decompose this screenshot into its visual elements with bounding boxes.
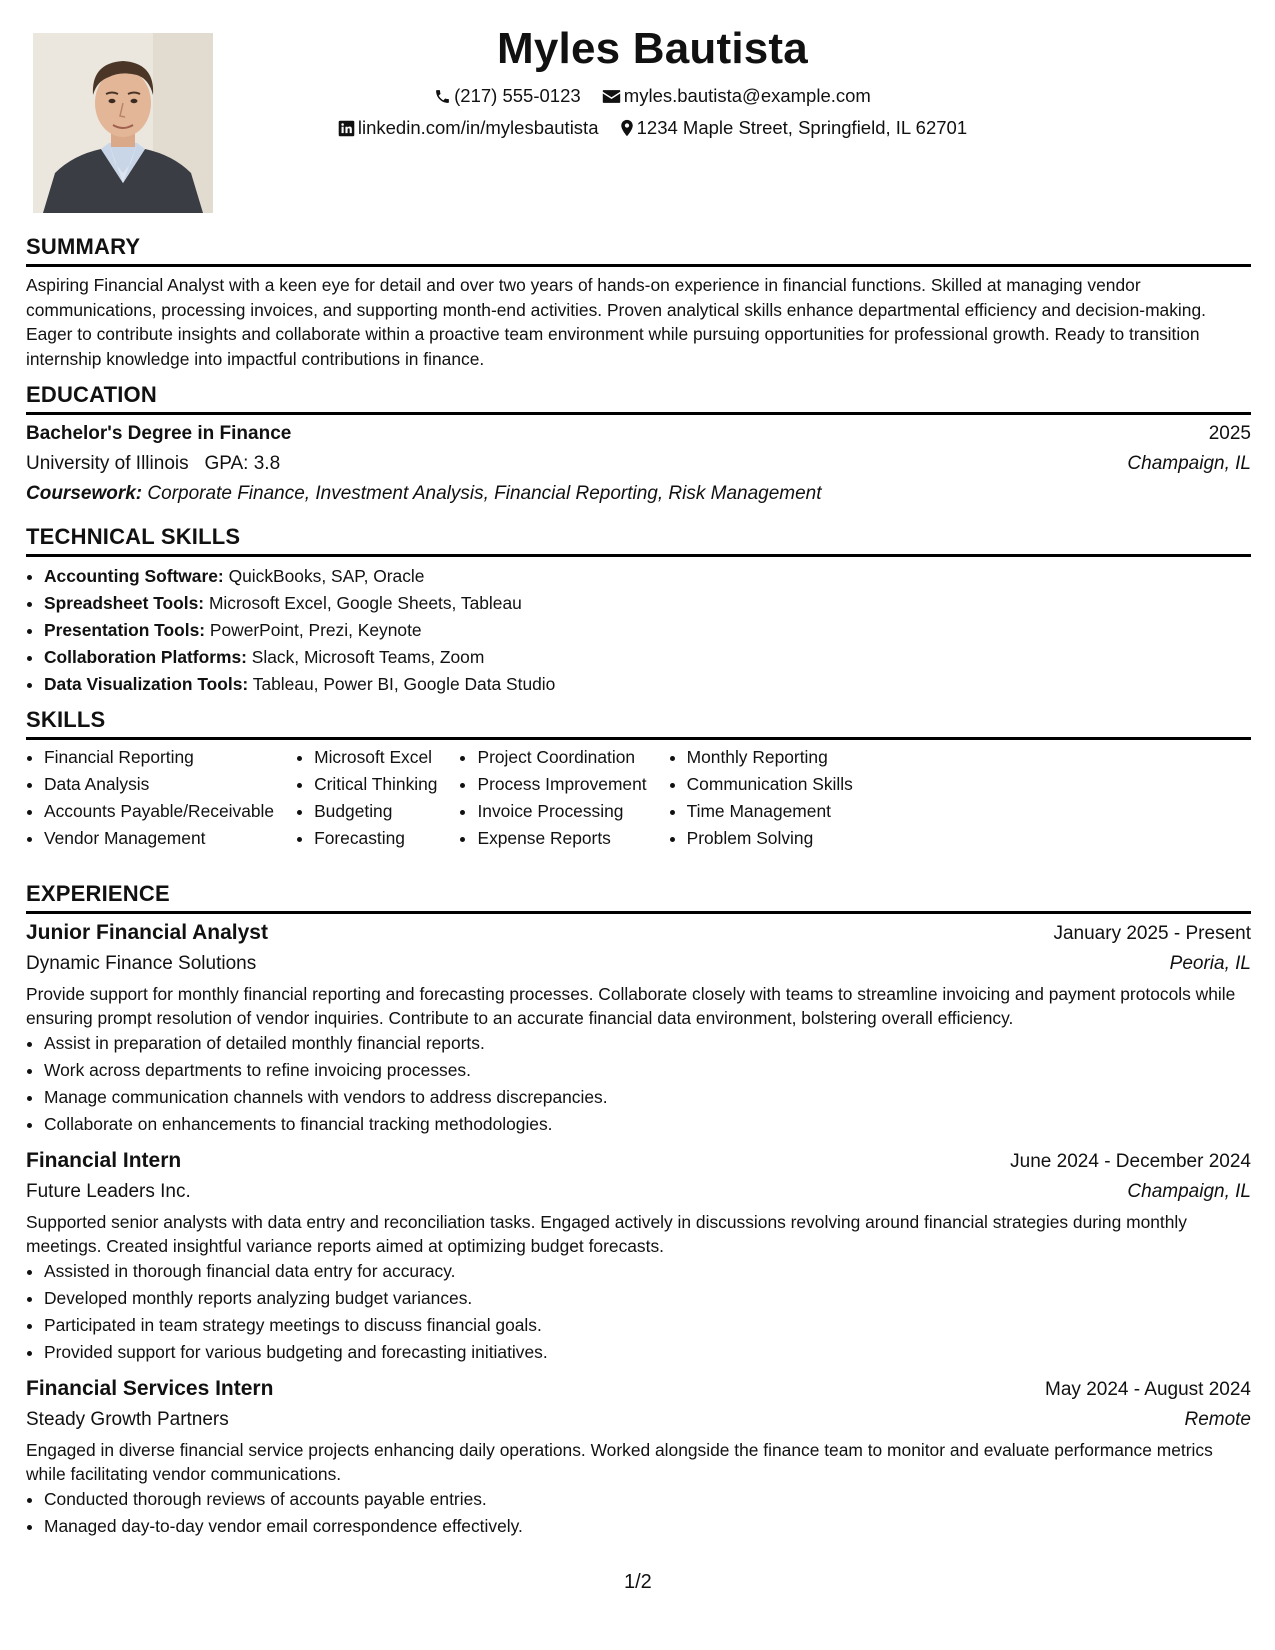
job-dates: June 2024 - December 2024: [1010, 1151, 1251, 1172]
job-bullets: [26, 1486, 1251, 1540]
coursework-list: Corporate Finance, Investment Analysis, Financial Reporting, Risk Management: [147, 483, 822, 504]
list-item: • Communication Skills: [687, 771, 853, 798]
list-item: • Participated in team strategy meetings to discuss financial goals.: [44, 1312, 1251, 1339]
job-company-row: [26, 1405, 1251, 1435]
phone-text: (217) 555-0123: [454, 85, 581, 106]
school-info: [26, 449, 280, 479]
list-item: • Assist in preparation of detailed monthly financial reports.: [44, 1030, 1251, 1057]
degree-title: Bachelor's Degree in Finance: [26, 423, 292, 444]
skills-column-3: [459, 744, 646, 852]
list-item: [44, 590, 1251, 617]
map-marker-icon: [620, 119, 634, 137]
job-title: Junior Financial Analyst: [26, 921, 268, 944]
job-location: Champaign, IL: [1127, 1181, 1251, 1202]
experience-heading: EXPERIENCE: [26, 880, 1251, 914]
list-item: • Forecasting: [314, 825, 437, 852]
list-item: • Manage communication channels with vendors to address discrepancies.: [44, 1084, 1251, 1111]
address-text: 1234 Maple Street, Springfield, IL 62701: [636, 117, 968, 138]
job-title: Financial Intern: [26, 1149, 182, 1172]
list-item: • Provided support for various budgeting and forecasting initiatives.: [44, 1339, 1251, 1366]
list-item: • Managed day-to-day vendor email correspondence effectively.: [44, 1513, 1251, 1540]
job-company-row: [26, 1177, 1251, 1207]
job-title: Financial Services Intern: [26, 1377, 274, 1400]
tech-skill-label: Spreadsheet Tools:: [44, 593, 205, 613]
skills-section: [26, 706, 1251, 852]
list-item: [44, 563, 1251, 590]
coursework-label: Coursework:: [26, 483, 143, 504]
list-item: • Project Coordination: [477, 744, 646, 771]
school-name: University of Illinois: [26, 453, 189, 474]
gpa: GPA: 3.8: [204, 453, 281, 474]
list-item: • Developed monthly reports analyzing budget variances.: [44, 1285, 1251, 1312]
job-entry-2: [26, 1146, 1251, 1366]
list-item: • Time Management: [687, 798, 853, 825]
job-location: Remote: [1184, 1409, 1251, 1430]
tech-skill-value: Microsoft Excel, Google Sheets, Tableau: [208, 593, 522, 613]
job-entry-3: [26, 1374, 1251, 1540]
job-title-row: [26, 918, 1251, 949]
skills-heading: SKILLS: [26, 706, 1251, 740]
job-entry-1: [26, 918, 1251, 1138]
tech-skill-value: Slack, Microsoft Teams, Zoom: [251, 647, 485, 667]
technical-skills-heading: TECHNICAL SKILLS: [26, 523, 1251, 557]
job-company-row: [26, 949, 1251, 979]
contact-row-2: [54, 112, 1251, 144]
job-company: Steady Growth Partners: [26, 1409, 229, 1430]
list-item: [44, 671, 1251, 698]
list-item: • Vendor Management: [44, 825, 274, 852]
graduation-year: 2025: [1208, 423, 1251, 444]
phone-contact: [434, 80, 581, 112]
phone-icon: [434, 88, 451, 105]
job-summary: Supported senior analysts with data entry and reconciliation tasks. Engaged actively in discussions revolving around financial strategies during monthly meetings. Created insightful variance reports aimed at optimizing budget forecasts.: [26, 1212, 1187, 1256]
education-heading: EDUCATION: [26, 381, 1251, 415]
address-contact: [620, 112, 967, 144]
list-item: • Invoice Processing: [477, 798, 646, 825]
job-dates: May 2024 - August 2024: [1045, 1379, 1251, 1400]
tech-skill-value: QuickBooks, SAP, Oracle: [228, 566, 425, 586]
envelope-icon: [602, 88, 621, 105]
job-location: Peoria, IL: [1169, 953, 1251, 974]
list-item: • Financial Reporting: [44, 744, 274, 771]
job-title-row: [26, 1374, 1251, 1405]
list-item: • Process Improvement: [477, 771, 646, 798]
skills-column-1: [26, 744, 274, 852]
school-location: Champaign, IL: [1127, 453, 1251, 474]
email-contact[interactable]: [602, 80, 871, 112]
job-dates: January 2025 - Present: [1053, 923, 1251, 944]
skills-column-4: [669, 744, 853, 852]
education-school-row: [26, 449, 1251, 479]
email-text[interactable]: myles.bautista@example.com: [623, 85, 871, 106]
list-item: • Conducted thorough reviews of accounts payable entries.: [44, 1486, 1251, 1513]
tech-skill-label: Accounting Software:: [44, 566, 224, 586]
tech-skill-value: PowerPoint, Prezi, Keynote: [209, 620, 422, 640]
contact-row-1: [54, 80, 1251, 112]
job-summary: Engaged in diverse financial service projects enhancing daily operations. Worked alongside the finance team to monitor and evaluate performance metrics while facilitating vendor communications.: [26, 1440, 1213, 1484]
tech-skill-value: Tableau, Power BI, Google Data Studio: [252, 674, 556, 694]
resume-header: [26, 18, 1251, 144]
page-number: 1/2: [624, 1571, 652, 1593]
candidate-name: Myles Bautista: [497, 24, 808, 73]
list-item: • Problem Solving: [687, 825, 853, 852]
job-company: Dynamic Finance Solutions: [26, 953, 257, 974]
skills-columns: [26, 744, 1251, 852]
education-section: [26, 381, 1251, 509]
job-company: Future Leaders Inc.: [26, 1181, 191, 1202]
list-item: [44, 644, 1251, 671]
list-item: • Budgeting: [314, 798, 437, 825]
job-bullets: [26, 1258, 1251, 1366]
technical-skills-section: [26, 523, 1251, 698]
list-item: • Data Analysis: [44, 771, 274, 798]
tech-skill-label: Data Visualization Tools:: [44, 674, 249, 694]
list-item: • Expense Reports: [477, 825, 646, 852]
linkedin-contact[interactable]: [338, 112, 599, 144]
list-item: [44, 617, 1251, 644]
list-item: • Collaborate on enhancements to financial tracking methodologies.: [44, 1111, 1251, 1138]
tech-skill-label: Presentation Tools:: [44, 620, 206, 640]
summary-text: Aspiring Financial Analyst with a keen eye for detail and over two years of hands-on experience in financial functions. Skilled at managing vendor communications, processing invoices, and supporting month-end activities. Proven analytical skills enhance departmental efficiency and decision-making. Eager to contribute insights and collaborate within a proactive team environment while pursuing opportunities for professional growth. Ready to transition internship knowledge into impactful contributions in finance.: [26, 275, 1206, 369]
coursework-line: [26, 479, 1251, 509]
list-item: • Microsoft Excel: [314, 744, 437, 771]
job-summary: Provide support for monthly financial reporting and forecasting processes. Collaborate closely with teams to streamline invoicing and payment protocols while ensuring prompt resolution of vendor inquiries. Contribute to an accurate financial data environment, bolstering overall efficiency.: [26, 984, 1236, 1028]
list-item: • Work across departments to refine invoicing processes.: [44, 1057, 1251, 1084]
experience-section: [26, 880, 1251, 1540]
list-item: • Assisted in thorough financial data entry for accuracy.: [44, 1258, 1251, 1285]
education-degree-row: [26, 419, 1251, 449]
job-bullets: [26, 1030, 1251, 1138]
summary-section: [26, 233, 1251, 371]
list-item: • Monthly Reporting: [687, 744, 853, 771]
skills-column-2: [296, 744, 437, 852]
job-title-row: [26, 1146, 1251, 1177]
list-item: • Accounts Payable/Receivable: [44, 798, 274, 825]
linkedin-text[interactable]: linkedin.com/in/mylesbautista: [357, 117, 599, 138]
technical-skills-list: [26, 563, 1251, 698]
list-item: • Critical Thinking: [314, 771, 437, 798]
linkedin-icon: [338, 120, 355, 137]
tech-skill-label: Collaboration Platforms:: [44, 647, 247, 667]
summary-heading: SUMMARY: [26, 233, 1251, 267]
